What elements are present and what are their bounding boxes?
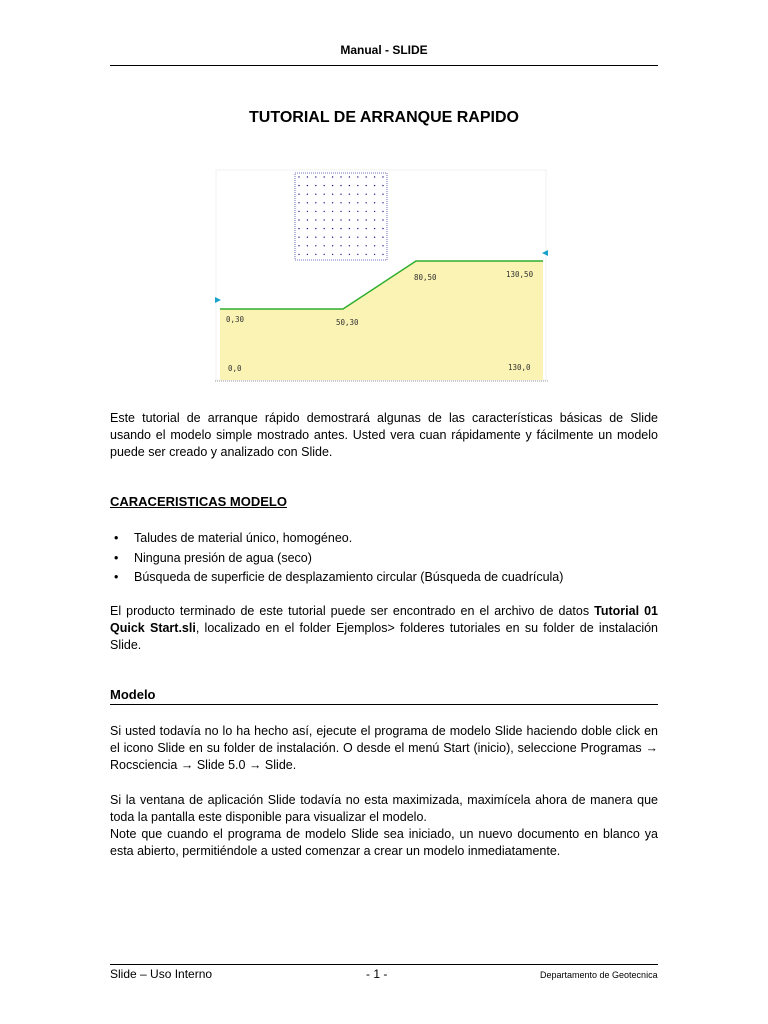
grid-point (382, 254, 383, 255)
grid-point (332, 194, 333, 195)
grid-point (357, 237, 358, 238)
grid-point (307, 176, 308, 177)
grid-point (332, 202, 333, 203)
list-item (110, 529, 658, 549)
grid-point (382, 245, 383, 246)
grid-point (374, 254, 375, 255)
grid-point (307, 202, 308, 203)
grid-point (366, 176, 367, 177)
grid-point (382, 194, 383, 195)
grid-point (307, 228, 308, 229)
grid-point (315, 202, 316, 203)
modelo-paragraph-2 (110, 792, 658, 860)
grid-point (332, 211, 333, 212)
grid-point (307, 194, 308, 195)
footer-right: Departamento de Geotecnica (540, 970, 658, 980)
grid-point (332, 176, 333, 177)
grid-point (349, 176, 350, 177)
grid-point (340, 237, 341, 238)
grid-point (374, 219, 375, 220)
finished-text-end: , localizado en el folder Ejemplos> folderes tutoriales en su folder de instalación Slide. (110, 621, 658, 652)
grid-point (349, 211, 350, 212)
grid-point (374, 237, 375, 238)
grid-point (349, 202, 350, 203)
modelo-paragraph-2a: Si la ventana de aplicación Slide todavía no esta maximizada, maximícela ahora de manera que toda la pantalla este disponible para visualizar el modelo. (110, 793, 658, 824)
tutorial-file-name: Tutorial 01 Quick Start.sli (110, 604, 658, 635)
bullet-icon: • (114, 570, 119, 584)
grid-point (357, 176, 358, 177)
grid-point (324, 254, 325, 255)
grid-point (374, 194, 375, 195)
list-item (110, 549, 658, 569)
grid-point (324, 245, 325, 246)
grid-point (382, 211, 383, 212)
grid-point (357, 211, 358, 212)
grid-point (315, 211, 316, 212)
point-label-0-0: 0,0 (228, 364, 242, 373)
modelo-paragraph-2b: Note que cuando el programa de modelo Slide sea iniciado, un nuevo documento en blanco ya esta abierto, permitiéndole a usted comenzar a crear un modelo inmediatamente. (110, 827, 658, 858)
grid-point (366, 245, 367, 246)
grid-point (332, 228, 333, 229)
grid-point (332, 185, 333, 186)
grid-point (357, 202, 358, 203)
grid-point (324, 185, 325, 186)
soil-region (220, 261, 543, 380)
grid-point (340, 219, 341, 220)
grid-point (382, 228, 383, 229)
grid-point (315, 237, 316, 238)
header-title: Manual - SLIDE (340, 43, 428, 57)
document-title: TUTORIAL DE ARRANQUE RAPIDO (249, 109, 519, 126)
grid-point (366, 254, 367, 255)
grid-point (307, 245, 308, 246)
grid-point (298, 176, 299, 177)
finished-product-paragraph (110, 603, 658, 654)
grid-point (315, 185, 316, 186)
grid-point (357, 219, 358, 220)
point-label-130-50: 130,50 (506, 270, 534, 279)
grid-point (324, 219, 325, 220)
grid-point (324, 194, 325, 195)
grid-point (374, 228, 375, 229)
grid-point (382, 176, 383, 177)
grid-point (366, 202, 367, 203)
grid-point (298, 219, 299, 220)
grid-point (315, 194, 316, 195)
grid-point (349, 194, 350, 195)
grid-point (307, 237, 308, 238)
grid-point (357, 245, 358, 246)
grid-point (324, 176, 325, 177)
grid-point (298, 194, 299, 195)
grid-point (324, 202, 325, 203)
list-item (110, 568, 658, 588)
grid-point (324, 228, 325, 229)
grid-point (382, 219, 383, 220)
grid-point (366, 211, 367, 212)
grid-point (332, 237, 333, 238)
modelo-paragraph-1: Si usted todavía no lo ha hecho así, ejecute el programa de modelo Slide haciendo doble click en el icono Slide en su folder de instalación. O desde el menú Start (inicio), seleccione Programas → Rocsciencia → Slide 5.0 → Slide. (110, 724, 658, 772)
grid-point (349, 228, 350, 229)
finished-text-start: El producto terminado de este tutorial puede ser encontrado en el archivo de datos (110, 604, 595, 618)
list-item-text: Taludes de material único, homogéneo. (134, 531, 353, 545)
footer-page-number: - 1 - (366, 967, 388, 981)
header-rule (110, 65, 658, 66)
grid-point (315, 228, 316, 229)
grid-point (374, 176, 375, 177)
grid-point (298, 254, 299, 255)
footer-left: Slide – Uso Interno (110, 967, 213, 981)
point-label-50-30: 50,30 (336, 318, 359, 327)
point-label-0-30: 0,30 (226, 315, 245, 324)
grid-point (307, 185, 308, 186)
grid-point (324, 211, 325, 212)
grid-point (366, 228, 367, 229)
grid-point (307, 219, 308, 220)
search-grid (298, 176, 383, 255)
list-item-text: Ninguna presión de agua (seco) (134, 550, 312, 565)
grid-point (349, 219, 350, 220)
grid-point (382, 202, 383, 203)
grid-point (340, 202, 341, 203)
grid-point (349, 254, 350, 255)
grid-point (340, 176, 341, 177)
bullet-icon: • (114, 550, 119, 565)
slope-model-figure (210, 165, 555, 385)
grid-point (298, 245, 299, 246)
grid-point (366, 185, 367, 186)
footer-rule (110, 964, 658, 965)
grid-point (298, 237, 299, 238)
modelo-rule (110, 704, 658, 705)
grid-point (349, 245, 350, 246)
grid-point (340, 194, 341, 195)
grid-point (349, 185, 350, 186)
grid-point (357, 254, 358, 255)
modelo-heading: Modelo (110, 687, 156, 702)
grid-point (315, 245, 316, 246)
grid-point (340, 211, 341, 212)
list-item-text: Búsqueda de superficie de desplazamiento circular (Búsqueda de cuadrícula) (134, 570, 564, 584)
grid-point (332, 254, 333, 255)
grid-point (374, 211, 375, 212)
bullet-icon: • (114, 531, 119, 545)
grid-point (382, 237, 383, 238)
grid-point (340, 245, 341, 246)
grid-point (340, 254, 341, 255)
grid-point (315, 219, 316, 220)
grid-point (374, 202, 375, 203)
grid-point (374, 185, 375, 186)
grid-point (340, 228, 341, 229)
grid-point (357, 228, 358, 229)
features-list (110, 529, 658, 588)
grid-point (340, 185, 341, 186)
grid-point (366, 219, 367, 220)
grid-point (374, 245, 375, 246)
right-boundary-marker-icon (542, 250, 548, 256)
grid-point (307, 254, 308, 255)
grid-point (332, 245, 333, 246)
grid-point (349, 237, 350, 238)
left-boundary-marker-icon (215, 297, 221, 303)
point-label-80-50: 80,50 (414, 273, 437, 282)
grid-point (298, 211, 299, 212)
grid-point (315, 176, 316, 177)
grid-point (357, 194, 358, 195)
grid-point (315, 254, 316, 255)
grid-point (307, 211, 308, 212)
grid-point (382, 185, 383, 186)
grid-point (332, 219, 333, 220)
grid-point (357, 185, 358, 186)
grid-point (298, 202, 299, 203)
features-heading: CARACERISTICAS MODELO (110, 494, 287, 509)
point-label-130-0: 130,0 (508, 363, 531, 372)
grid-point (366, 237, 367, 238)
intro-paragraph: Este tutorial de arranque rápido demostrará algunas de las características básicas de Slide usando el modelo simple mostrado antes. Usted vera cuan rápidamente y fácilmente un modelo puede ser creado y analizado con Slide. (110, 411, 658, 459)
grid-point (366, 194, 367, 195)
grid-point (298, 228, 299, 229)
grid-point (298, 185, 299, 186)
grid-point (324, 237, 325, 238)
